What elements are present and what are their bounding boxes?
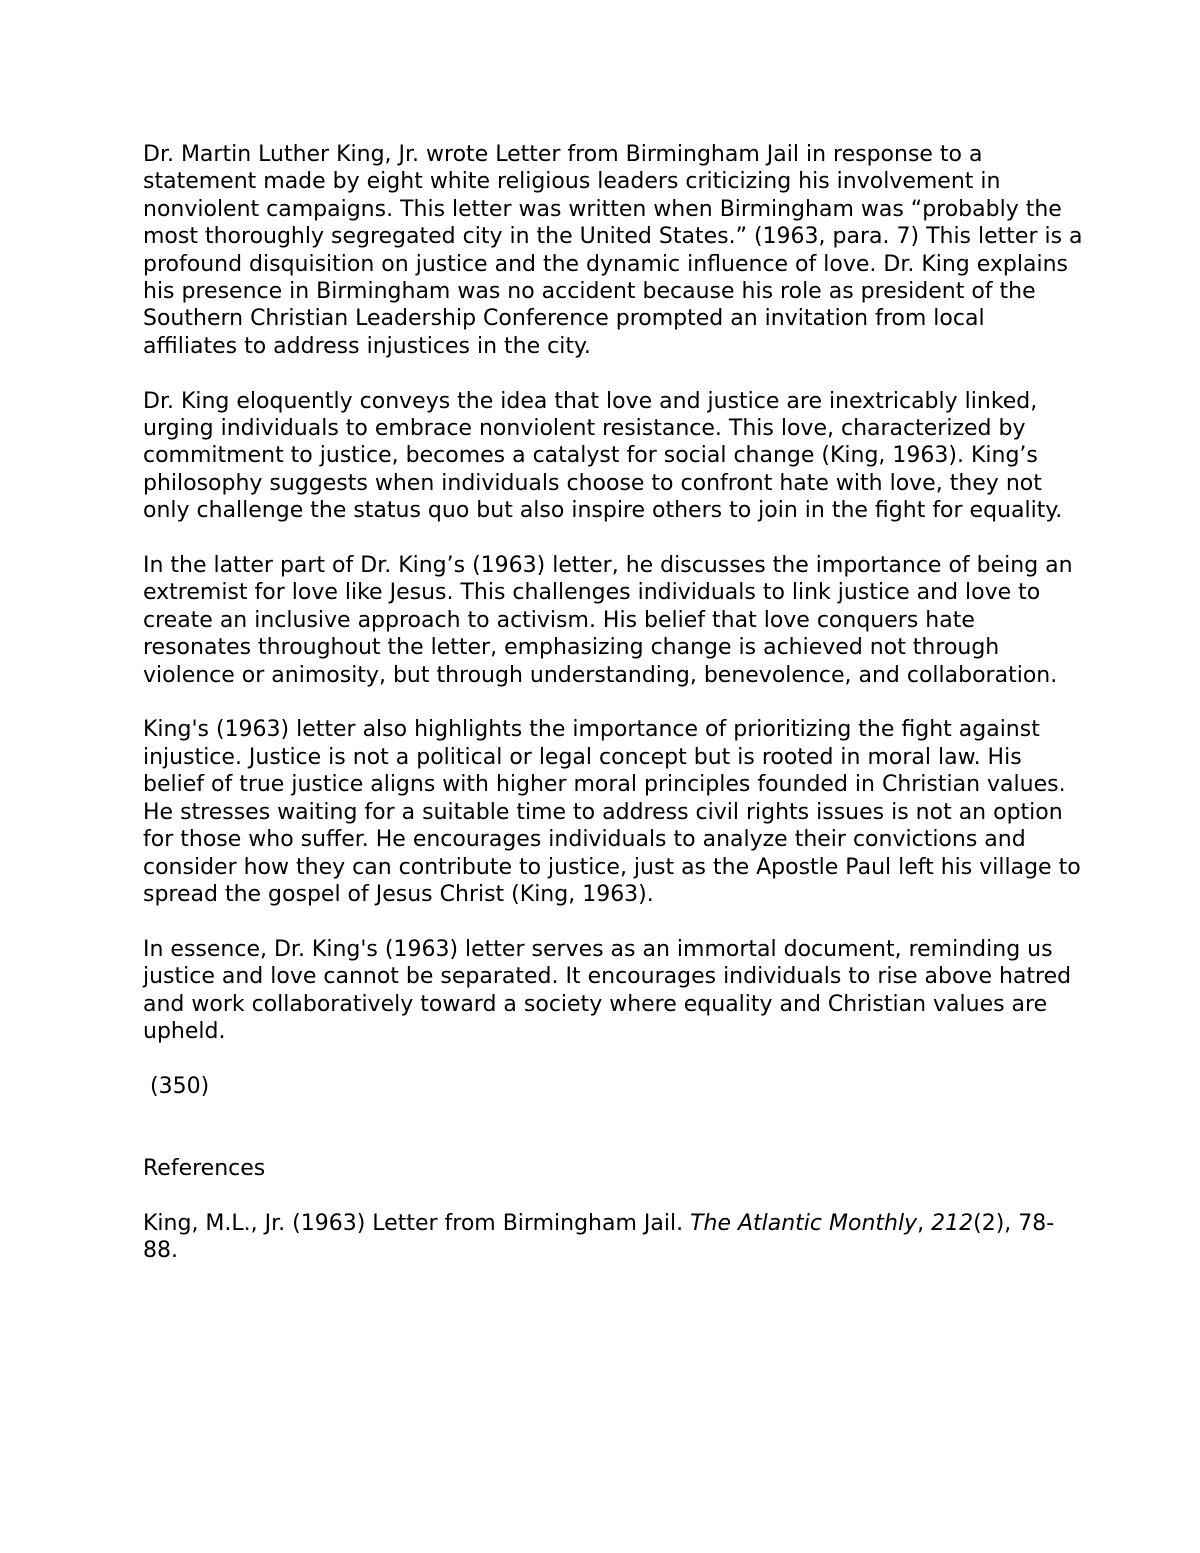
- reference-entry: [143, 1210, 1083, 1265]
- paragraph-1: Dr. Martin Luther King, Jr. wrote Letter from Birmingham Jail in response to a statement made by eight white religious leaders criticizing his involvement in nonviolent campaigns. This letter was written when Birmingham was “probably the most thoroughly segregated city in the United States.” (1963, para. 7) This letter is a profound disquisition on justice and the dynamic influence of love. Dr. King explains his presence in Birmingham was no accident because his role as president of the Southern Christian Leadership Conference prompted an invitation from local affiliates to address injustices in the city.: [143, 142, 1083, 359]
- reference-prefix: King, M.L., Jr. (1963) Letter from Birmingham Jail.: [143, 1210, 691, 1236]
- word-count: (350): [143, 1073, 210, 1099]
- reference-volume: 212: [931, 1210, 974, 1236]
- paragraph-2: Dr. King eloquently conveys the idea that love and justice are inextricably linked, urging individuals to embrace nonviolent resistance. This love, characterized by commitment to justice, becomes a catalyst for social change (King, 1963). King’s philosophy suggests when individuals choose to confront hate with love, they not only challenge the status quo but also inspire others to join in the fight for equality.: [143, 388, 1063, 524]
- paragraph-3: In the latter part of Dr. King’s (1963) letter, he discusses the importance of being an extremist for love like Jesus. This challenges individuals to link justice and love to create an inclusive approach to activism. His belief that love conquers hate resonates throughout the letter, emphasizing change is achieved not through violence or animosity, but through understanding, benevolence, and collaboration.: [143, 553, 1073, 688]
- reference-separator: ,: [917, 1210, 932, 1236]
- paragraph-4: King's (1963) letter also highlights the importance of prioritizing the fight against injustice. Justice is not a political or legal concept but is rooted in moral law. His belief of true justice aligns with higher moral principles founded in Christian values. He stresses waiting for a suitable time to address civil rights issues is not an option for those who suffer. He encourages individuals to analyze their convictions and consider how they can contribute to justice, just as the Apostle Paul left his village to spread the gospel of Jesus Christ (King, 1963).: [143, 717, 1081, 907]
- document-page: [143, 141, 1083, 1265]
- reference-issue-pages: (2), 78-88.: [143, 1210, 1055, 1264]
- paragraph-5: In essence, Dr. King's (1963) letter serves as an immortal document, reminding us justice and love cannot be separated. It encourages individuals to rise above hatred and work collaboratively toward a society where equality and Christian values are upheld.: [143, 936, 1072, 1044]
- references-heading: References: [143, 1155, 266, 1181]
- reference-journal: The Atlantic Monthly: [690, 1210, 918, 1236]
